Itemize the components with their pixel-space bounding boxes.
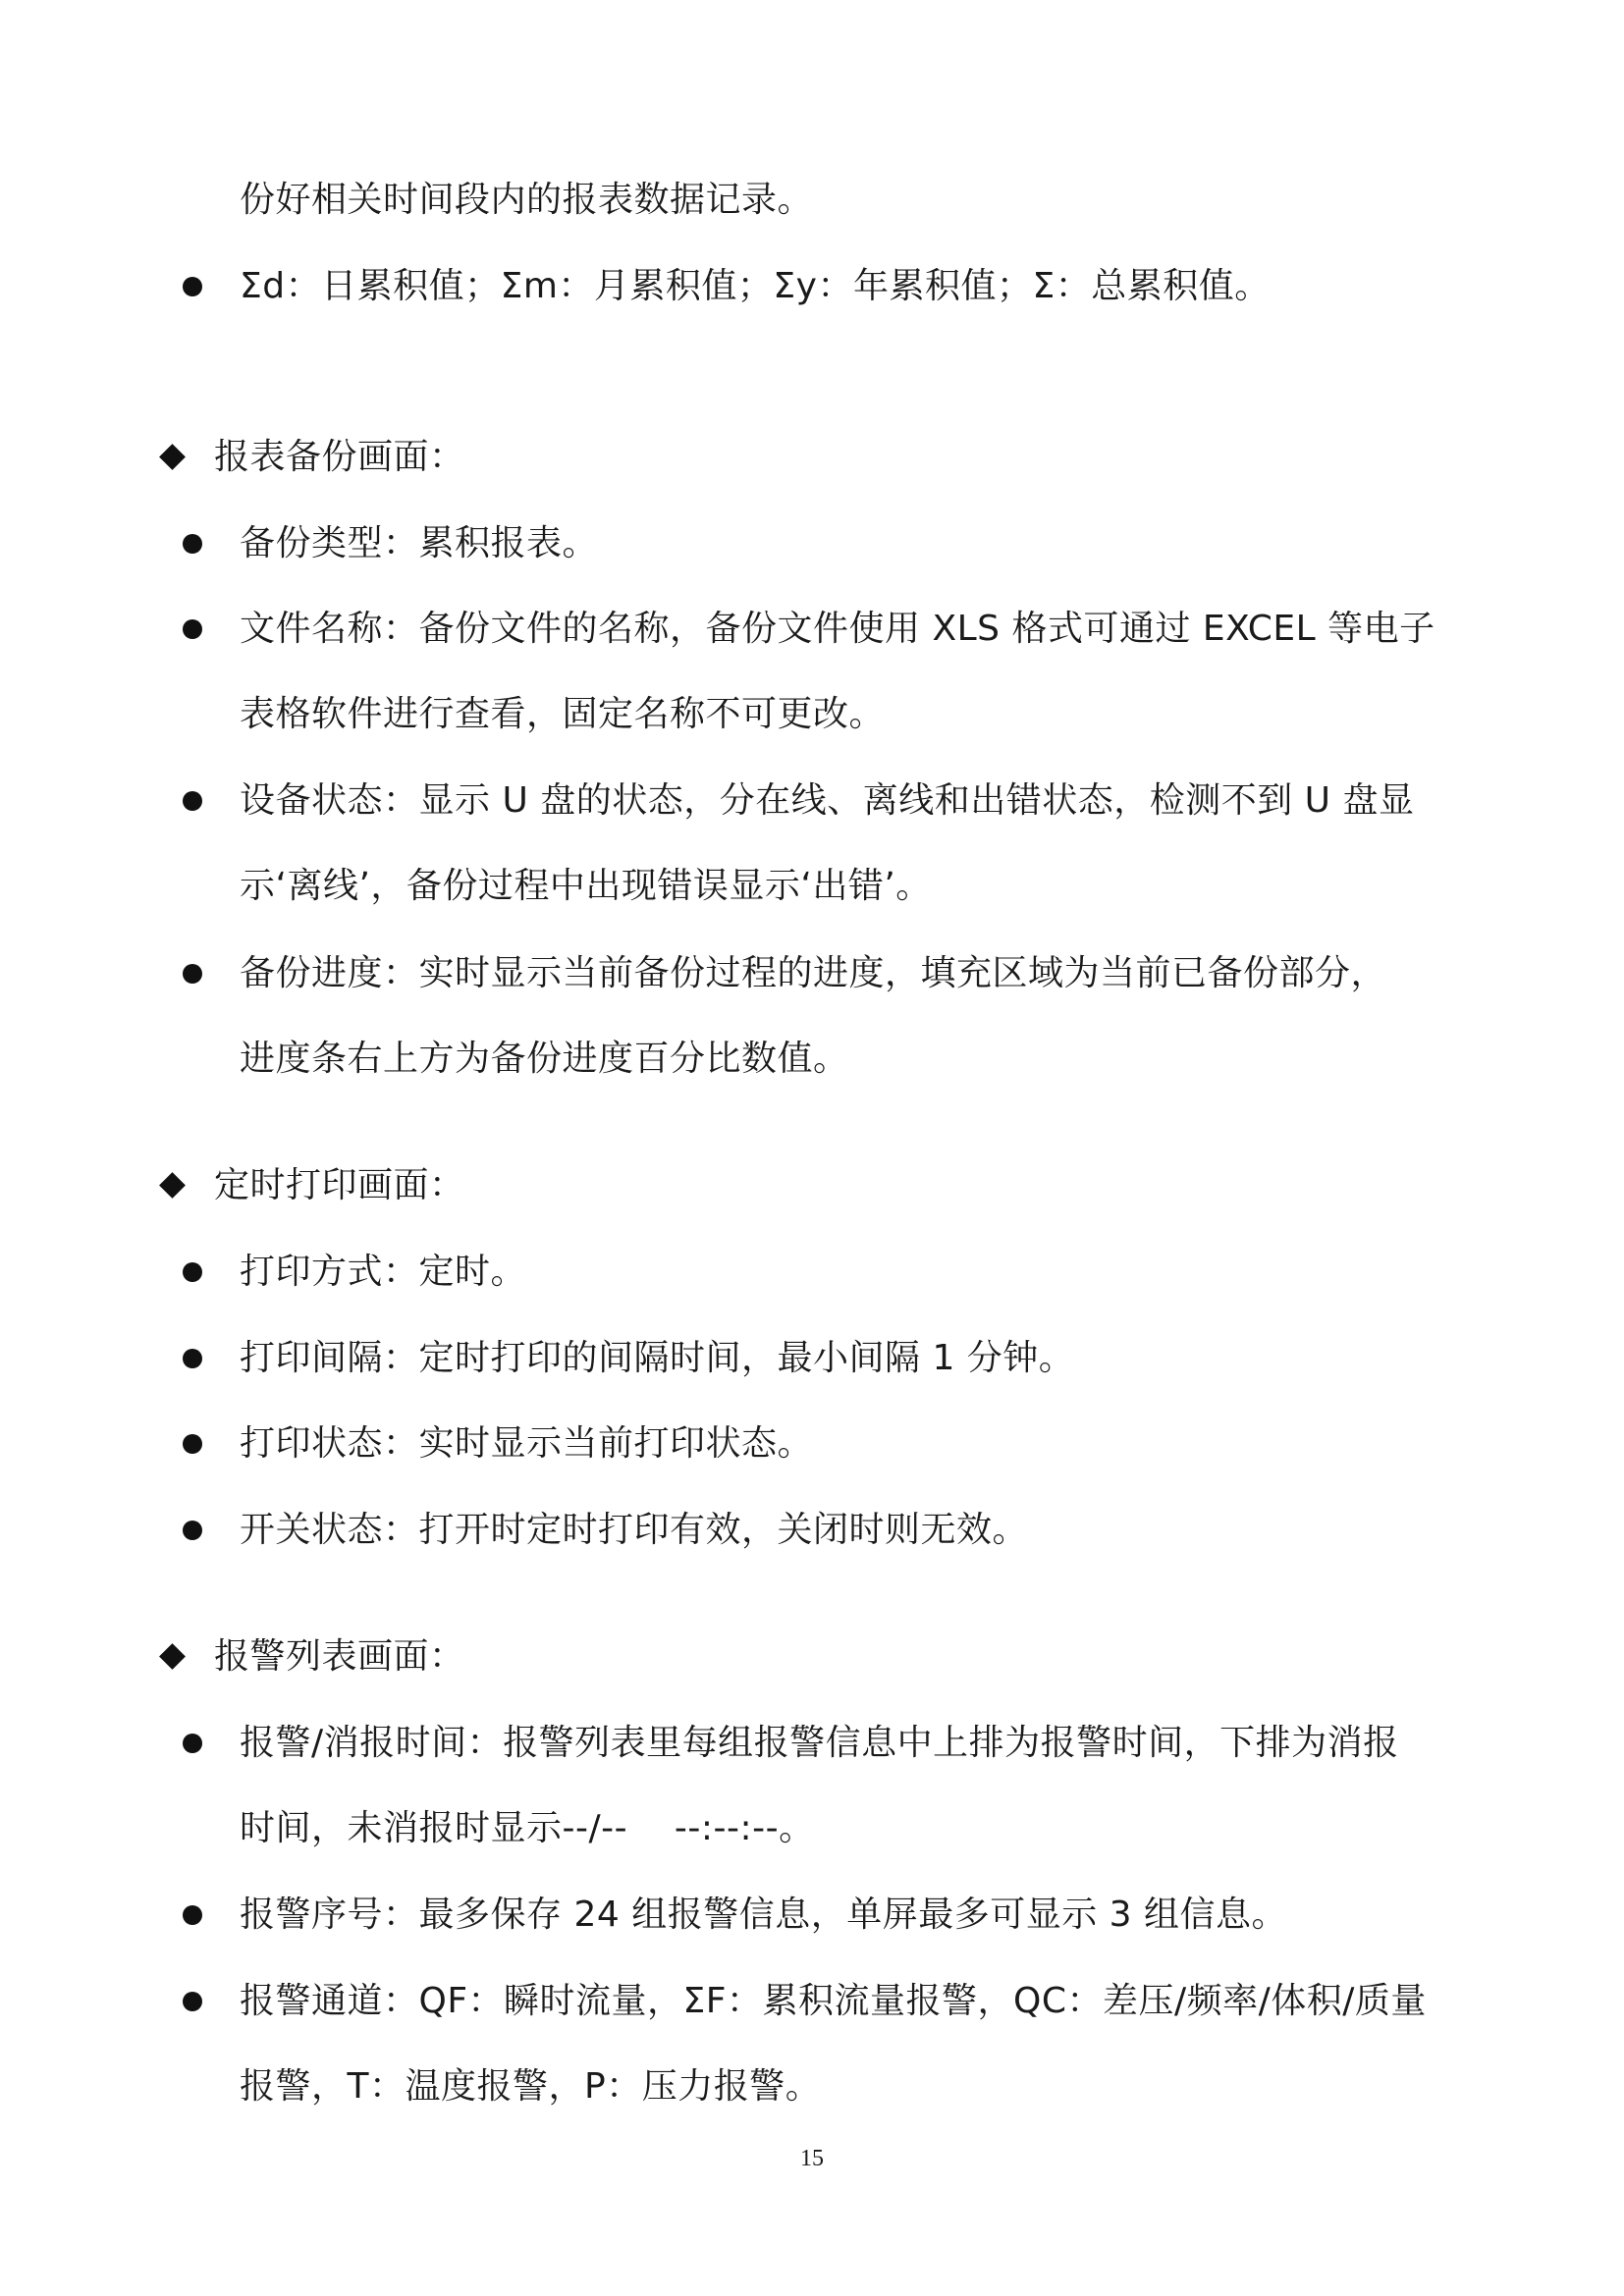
section-heading-alarm: 报警列表画面： — [214, 1636, 465, 1677]
print-item-status: 打印状态：实时显示当前打印状态。 — [240, 1423, 814, 1464]
alarm-item-time: 报警/消报时间：报警列表里每组报警信息中上排为报警时间，下排为消报 — [240, 1723, 1399, 1763]
bullet-icon — [183, 1905, 202, 1925]
alarm-item-channel-cont: 报警，T：温度报警，P：压力报警。 — [240, 2066, 822, 2107]
alarm-item-sequence: 报警序号：最多保存 24 组报警信息，单屏最多可显示 3 组信息。 — [240, 1895, 1287, 1935]
bullet-icon — [183, 1262, 202, 1282]
intro-continuation: 份好相关时间段内的报表数据记录。 — [240, 180, 814, 220]
bullet-icon — [183, 1992, 202, 2011]
sigma-definition: Σd：日累积值；Σm：月累积值；Σy：年累积值；Σ：总累积值。 — [240, 266, 1271, 306]
print-item-interval: 打印间隔：定时打印的间隔时间，最小间隔 1 分钟。 — [240, 1338, 1075, 1378]
bullet-icon — [183, 964, 202, 984]
bullet-icon — [183, 1434, 202, 1454]
backup-item-device-status-cont: 示‘离线’，备份过程中出现错误显示‘出错’。 — [240, 866, 932, 906]
diamond-bullet-icon — [159, 1643, 186, 1670]
diamond-bullet-icon — [159, 1172, 186, 1199]
backup-item-progress-cont: 进度条右上方为备份进度百分比数值。 — [240, 1039, 849, 1079]
page-number: 15 — [800, 2146, 824, 2171]
section-heading-backup: 报表备份画面： — [214, 437, 465, 477]
bullet-icon — [183, 277, 202, 296]
bullet-icon — [183, 791, 202, 811]
backup-item-type: 备份类型：累积报表。 — [240, 523, 599, 563]
bullet-icon — [183, 534, 202, 554]
bullet-icon — [183, 1349, 202, 1368]
bullet-icon — [183, 1521, 202, 1540]
print-item-mode: 打印方式：定时。 — [240, 1252, 527, 1292]
print-item-switch: 开关状态：打开时定时打印有效，关闭时则无效。 — [240, 1510, 1029, 1550]
diamond-bullet-icon — [159, 444, 186, 470]
bullet-icon — [183, 1734, 202, 1753]
backup-item-filename: 文件名称：备份文件的名称，备份文件使用 XLS 格式可通过 EXCEL 等电子 — [240, 609, 1435, 649]
backup-item-progress: 备份进度：实时显示当前备份过程的进度，填充区域为当前已备份部分， — [240, 953, 1387, 993]
bullet-icon — [183, 619, 202, 639]
backup-item-device-status: 设备状态：显示 U 盘的状态，分在线、离线和出错状态，检测不到 U 盘显 — [240, 780, 1415, 821]
backup-item-filename-cont: 表格软件进行查看，固定名称不可更改。 — [240, 694, 886, 734]
alarm-item-channel: 报警通道：QF：瞬时流量，ΣF：累积流量报警，QC：差压/频率/体积/质量 — [240, 1981, 1427, 2021]
alarm-item-time-cont: 时间，未消报时显示--/-- --:--:--。 — [240, 1808, 815, 1848]
section-heading-print: 定时打印画面： — [214, 1165, 465, 1205]
